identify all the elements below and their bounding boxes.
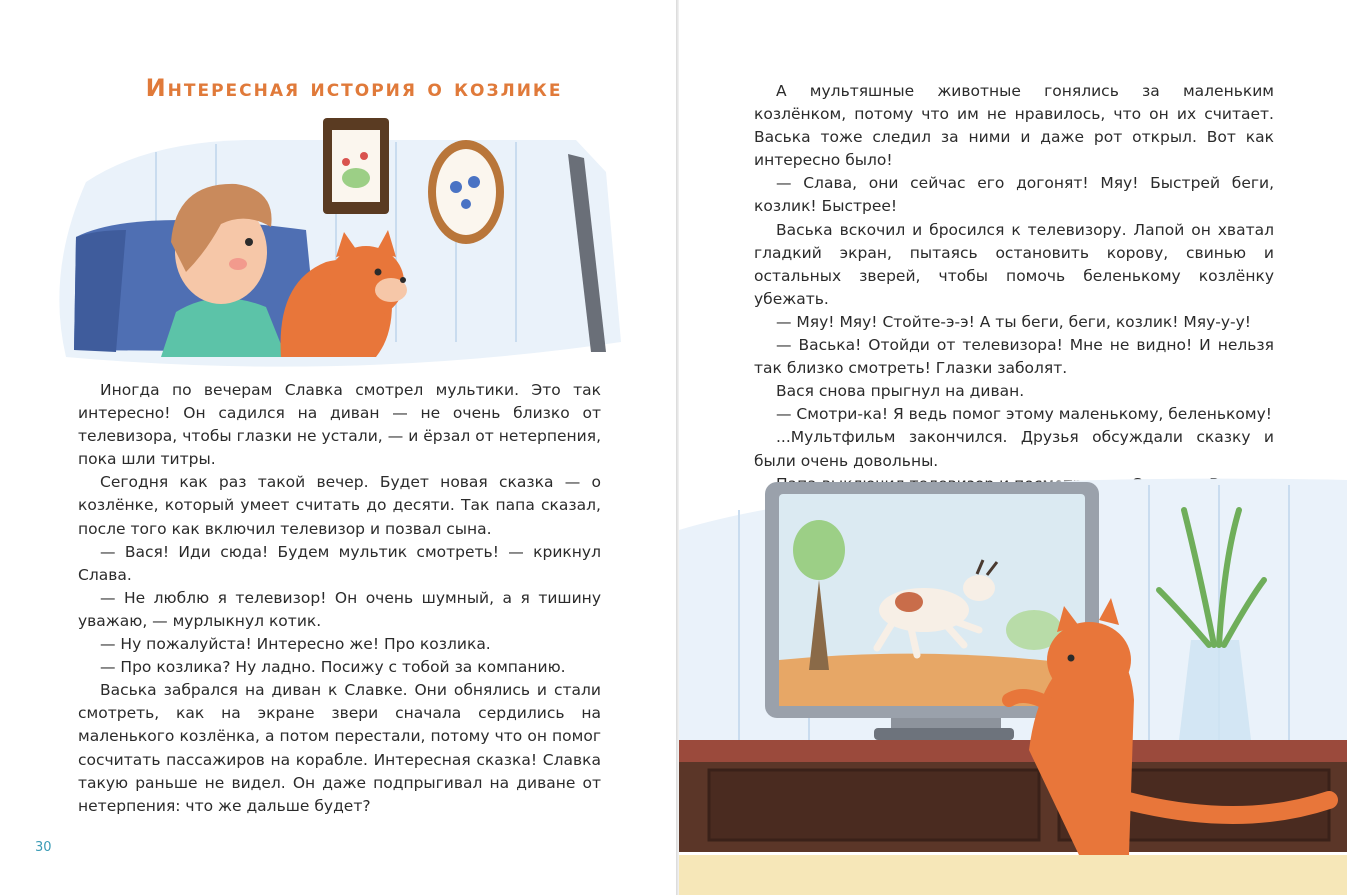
left-page-text <box>78 379 601 818</box>
paragraph: — Про козлика? Ну ладно. Посижу с тобой за компанию. <box>100 658 566 677</box>
paragraph: — Смотри-ка! Я ведь помог этому маленькому, беленькому! <box>776 405 1272 424</box>
paragraph: Васька забрался на диван к Славке. Они обнялись и стали смотреть, как на экране звери сначала сердились на маленького козлёнка, а потом перестали, потому что он помог сосчитать пассажиров на корабле. Интересная сказка! Славка такую раньше не видел. Он даже подпрыгивал на диване от нетерпения: что же дальше будет? <box>78 681 601 815</box>
paragraph: Вася снова прыгнул на диван. <box>776 382 1025 401</box>
paragraph: Иногда по вечерам Славка смотрел мультики. Это так интересно! Он садился на диван — не очень близко от телевизора, чтобы глазки не устали, — и ёрзал от нетерпения, пока шли титры. <box>78 381 601 469</box>
paragraph: Васька вскочил и бросился к телевизору. Лапой он хватал гладкий экран, пытаясь остановить корову, свинью и остальных зверей, чтобы помочь беленькому козлёнку убежать. <box>754 220 1274 308</box>
picture-frame <box>323 118 389 214</box>
oval-frame <box>428 140 504 244</box>
paragraph: ...Мультфильм закончился. Друзья обсуждали сказку и были очень довольны. <box>754 428 1274 470</box>
paragraph: — Не люблю я телевизор! Он очень шумный, а я тишину уважаю, — мурлыкнул котик. <box>78 588 601 630</box>
illustration-cat-at-tv <box>679 470 1347 895</box>
paragraph: — Васька! Отойди от телевизора! Мне не видно! И нельзя так близко смотреть! Глазки заболят. <box>754 336 1274 378</box>
paragraph: А мультяшные животные гонялись за маленьким козлёнком, потому что им не нравилось, что он их считает. Васька тоже следил за ними и даже рот открыл. Вот как интересно было! <box>754 82 1274 170</box>
paragraph: — Мяу! Мяу! Стойте-э-э! А ты беги, беги, козлик! Мяу-у-у! <box>776 312 1252 331</box>
illustration-boy-and-cat <box>46 112 630 370</box>
chapter-title: Интересная история о козлике <box>145 74 563 102</box>
paragraph: — Ну пожалуйста! Интересно же! Про козлика. <box>100 635 491 654</box>
right-page <box>679 0 1347 895</box>
paragraph: — Слава, они сейчас его догонят! Мяу! Быстрей беги, козлик! Быстрее! <box>754 174 1274 216</box>
rug <box>679 855 1347 895</box>
tv-cabinet <box>679 740 1347 852</box>
paragraph: — Вася! Иди сюда! Будем мультик смотреть! — крикнул Слава. <box>78 542 601 584</box>
right-page-text <box>754 80 1274 496</box>
paragraph: Сегодня как раз такой вечер. Будет новая сказка — о козлёнке, который умеет считать до десяти. Так папа сказал, после того как включил телевизор и позвал сына. <box>78 473 601 538</box>
page-number: 30 <box>35 840 52 855</box>
